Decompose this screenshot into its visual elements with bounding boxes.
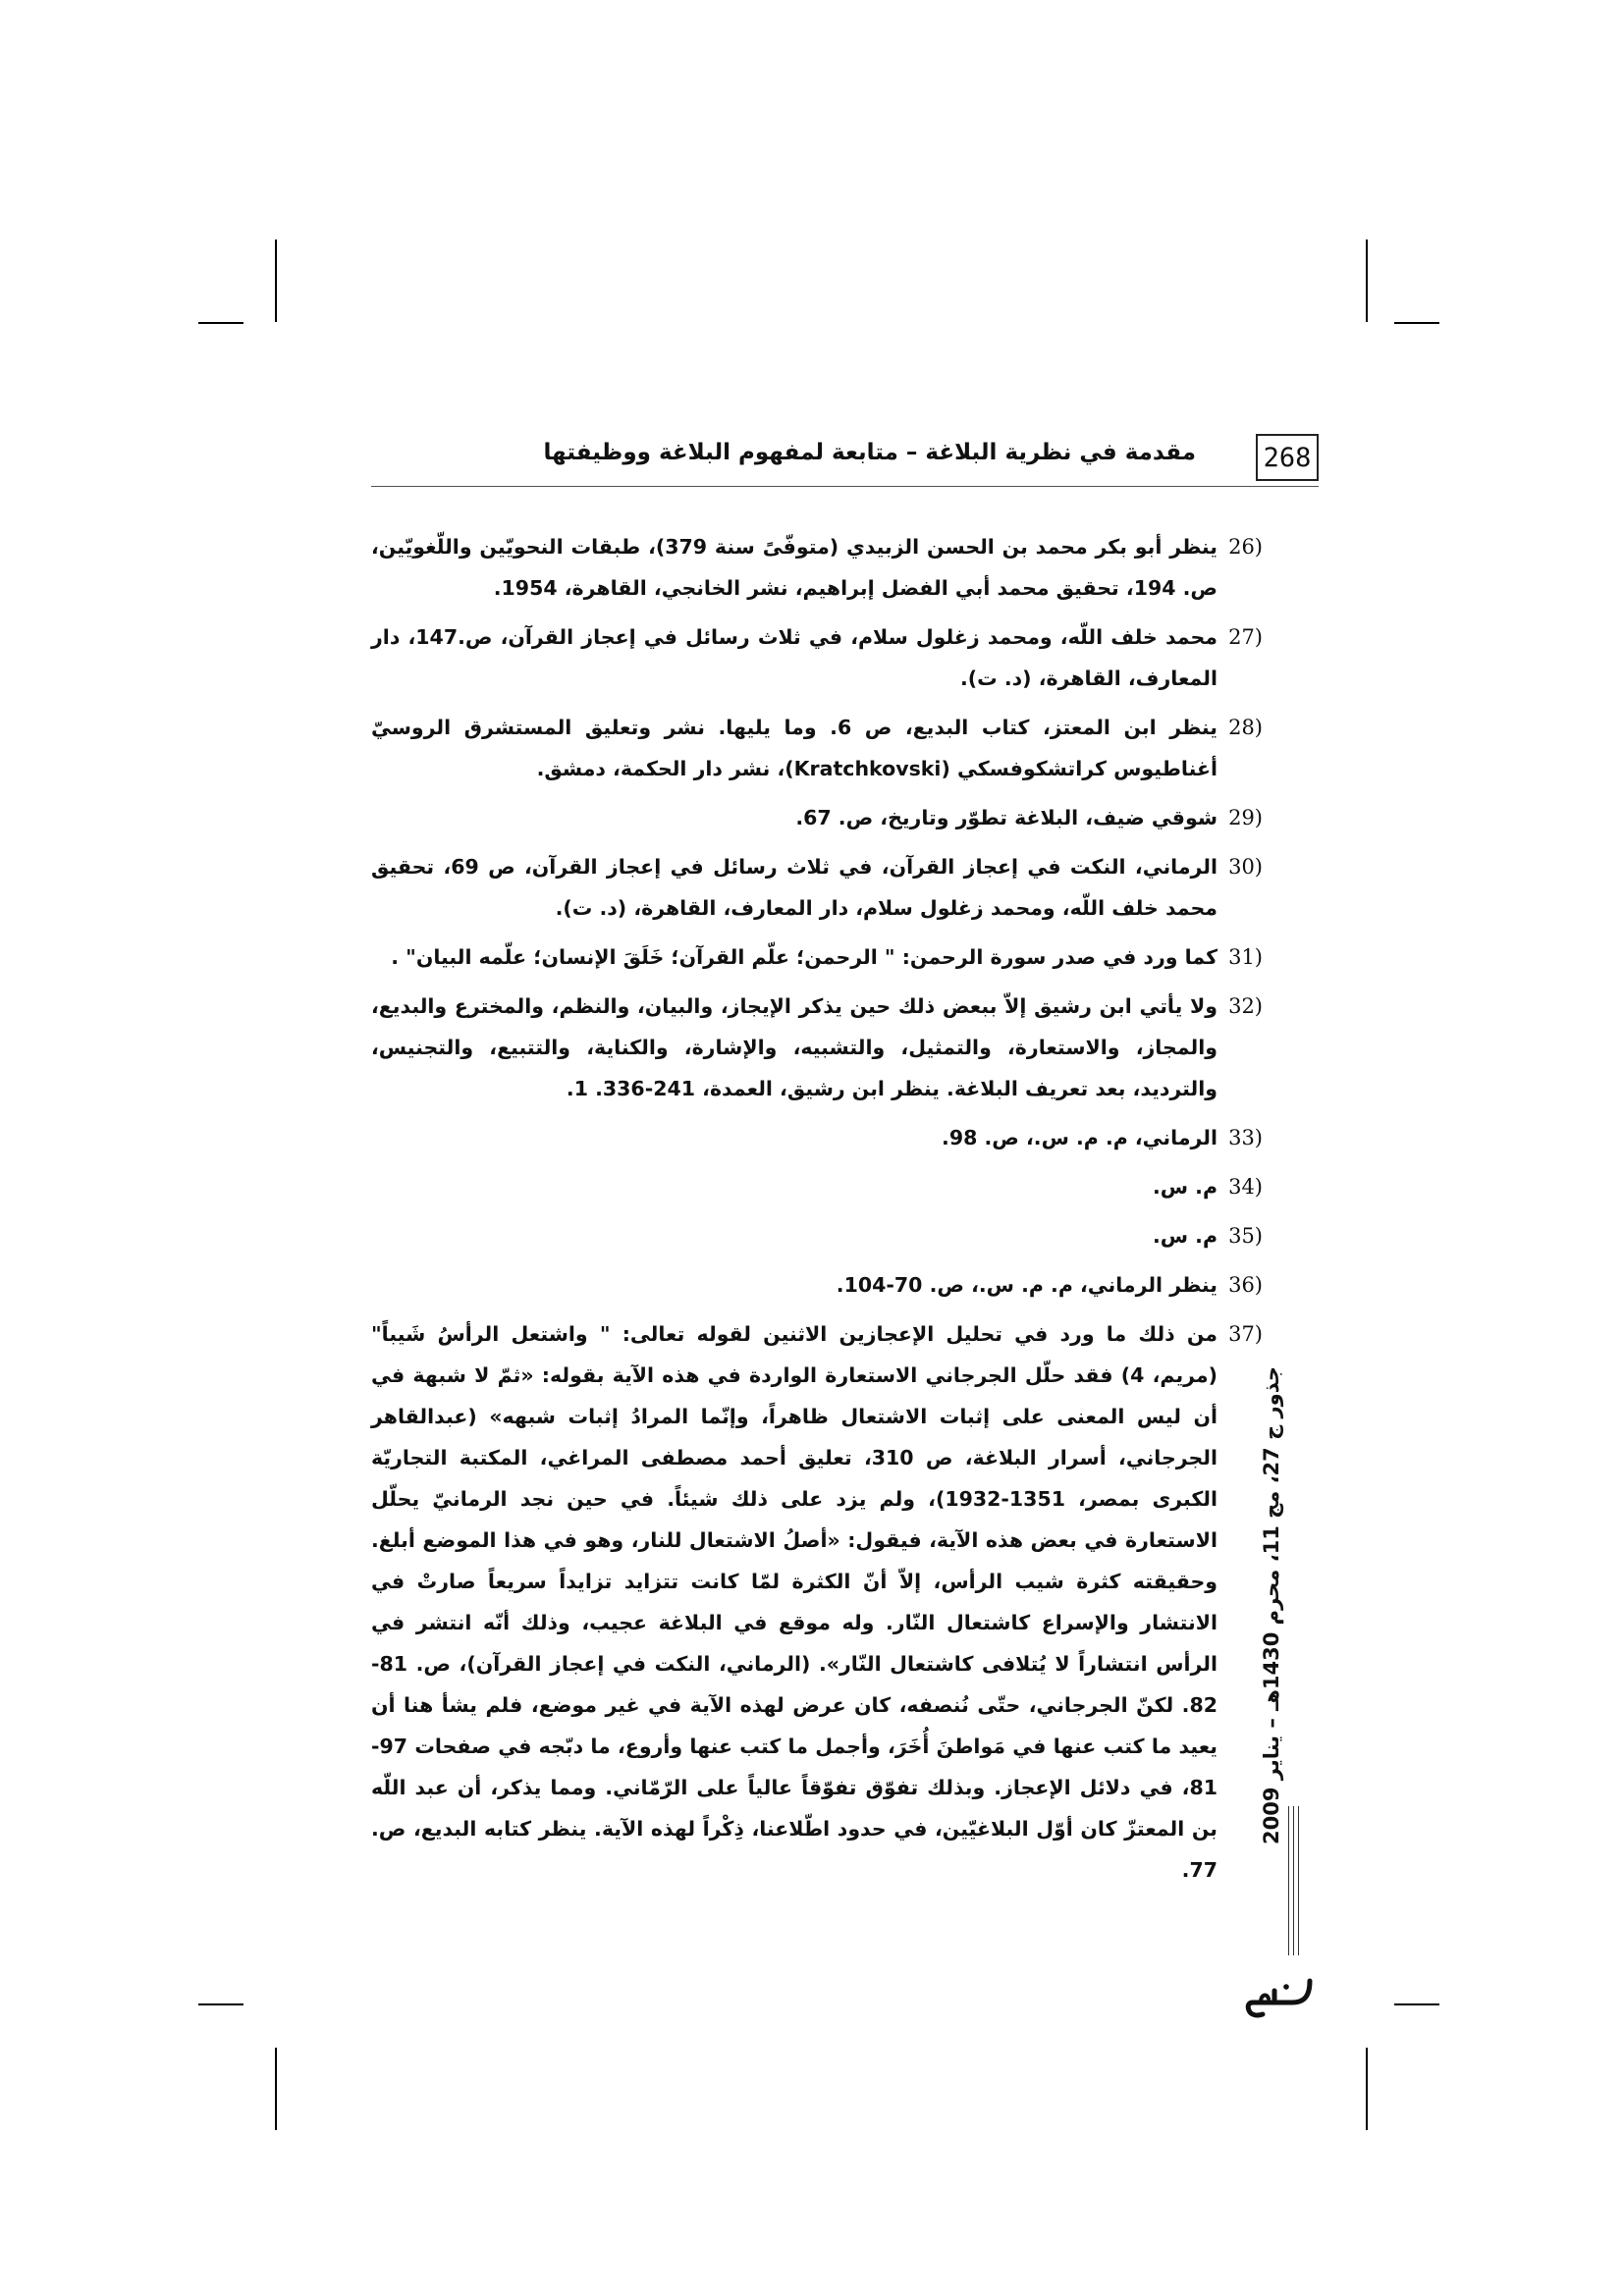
endnote-36	[371, 1264, 1263, 1306]
endnote-35	[371, 1215, 1263, 1256]
page-number: 268	[1256, 434, 1319, 481]
endnote-number: 28)	[1228, 716, 1263, 739]
endnote-number: 29)	[1228, 806, 1263, 829]
endnote-text: ولا يأتي ابن رشيق إلاّ ببعض ذلك حين يذكر الإيجاز، والبيان، والنظم، والمخترع والبديع، والمجاز، والاستعارة، والتمثيل، والتشبيه، والإشارة، والكناية، والتتبيع، والتجنيس، والترديد، بعد تعريف البلاغة. ينظر ابن رشيق، العمدة، 241-336. 1.	[371, 994, 1217, 1100]
endnote-number: 31)	[1228, 945, 1263, 969]
header-title: مقدمة في نظرية البلاغة – متابعة لمفهوم البلاغة ووظيفتها	[543, 440, 1196, 465]
endnote-28	[371, 707, 1263, 789]
journal-logo-icon	[1245, 1973, 1314, 2018]
sidebar-rule	[1298, 1806, 1299, 1955]
endnote-number: 34)	[1228, 1175, 1263, 1199]
sidebar-rule	[1288, 1806, 1289, 1955]
crop-mark-top-right-horizontal	[1394, 322, 1439, 324]
crop-mark-top-right-vertical	[1366, 240, 1368, 322]
endnote-text: شوقي ضيف، البلاغة تطوّر وتاريخ، ص. 67.	[795, 806, 1217, 829]
endnote-30	[371, 846, 1263, 929]
crop-mark-bottom-right-vertical	[1366, 2048, 1368, 2130]
endnote-text: كما ورد في صدر سورة الرحمن: " الرحمن؛ علّم القرآن؛ خَلَقَ الإنسان؛ علّمه البيان" .	[391, 945, 1217, 969]
header-rule	[371, 486, 1319, 487]
endnote-32	[371, 986, 1263, 1109]
sidebar-rule	[1293, 1806, 1294, 1955]
running-header	[371, 434, 1319, 483]
endnote-number: 33)	[1228, 1126, 1263, 1149]
endnote-number: 27)	[1228, 625, 1263, 649]
crop-mark-bottom-left-vertical	[275, 2048, 277, 2130]
endnote-26	[371, 526, 1263, 609]
crop-mark-top-left-vertical	[275, 240, 277, 322]
endnote-34	[371, 1166, 1263, 1207]
endnote-29	[371, 797, 1263, 838]
crop-mark-top-left-horizontal	[198, 322, 243, 324]
crop-mark-bottom-right-horizontal	[1394, 2003, 1439, 2005]
endnotes-list	[371, 526, 1263, 1898]
endnote-37	[371, 1313, 1263, 1891]
endnote-text: ينظر أبو بكر محمد بن الحسن الزبيدي (متوفّىً سنة 379)، طبقات النحويّين واللّغويّين، ص. 194، تحقيق محمد أبي الفضل إبراهيم، نشر الخانجي، القاهرة، 1954.	[371, 535, 1217, 600]
endnote-number: 32)	[1228, 994, 1263, 1018]
endnote-text: محمد خلف اللّه، ومحمد زغلول سلام، في ثلاث رسائل في إعجاز القرآن، ص.147، دار المعارف، القاهرة، (د. ت).	[371, 625, 1218, 690]
endnote-text: الرماني، النكت في إعجاز القرآن، في ثلاث رسائل في إعجاز القرآن، ص 69، تحقيق محمد خلف اللّه، ومحمد زغلول سلام، دار المعارف، القاهرة، (د. ت).	[371, 855, 1218, 920]
endnote-text: ينظر ابن المعتز، كتاب البديع، ص 6. وما يليها. نشر وتعليق المستشرق الروسيّ أغناطيوس كراتشكوفسكي (Kratchkovski)، نشر دار الحكمة، دمشق.	[371, 716, 1217, 780]
crop-mark-bottom-left-horizontal	[198, 2003, 243, 2005]
endnote-27	[371, 616, 1263, 699]
journal-issue-info: جذور ج 27، مج 11، محرم 1430هـ – يناير 2009	[1260, 1366, 1283, 1844]
endnote-text: ينظر الرماني، م. م. س.، ص. 70-104.	[836, 1273, 1217, 1297]
endnote-text: الرماني، م. م. س.، ص. 98.	[942, 1126, 1217, 1149]
endnote-text: م. س.	[1152, 1224, 1217, 1248]
endnote-31	[371, 936, 1263, 978]
endnote-text: م. س.	[1152, 1175, 1217, 1199]
endnote-number: 35)	[1228, 1224, 1263, 1248]
endnote-number: 26)	[1228, 535, 1263, 559]
journal-logo	[1245, 1973, 1314, 2018]
endnote-text: من ذلك ما ورد في تحليل الإعجازين الاثنين لقوله تعالى: " واشتعل الرأسُ شَيباً" (مريم، 4) فقد حلّل الجرجاني الاستعارة الواردة في هذه الآية بقوله: «ثمّ لا شبهة في أن ليس المعنى على إثبات الاشتعال ظاهراً، وإنّما المرادُ إثبات شبهه» (عبدالقاهر الجرجاني، أسرار البلاغة، ص 310، تعليق أحمد مصطفى المراغي، المكتبة التجاريّة الكبرى بمصر، 1351-1932)، ولم يزد على ذلك شيئاً. في حين نجد الرمانيّ يحلّل الاستعارة في بعض هذه الآية، فيقول: «أصلُ الاشتعال للنار، وهو في هذا الموضع أبلغ. وحقيقته كثرة شيب الرأس، إلاّ أنّ الكثرة لمّا كانت تتزايد تزايداً سريعاً صارتْ في الانتشار والإسراع كاشتعال النّار. وله موقع في البلاغة عجيب، وذلك أنّه انتشر في الرأس انتشاراً لا يُتلافى كاشتعال النّار». (الرماني، النكت في إعجاز القرآن)، ص. 81-82. لكنّ الجرجاني، حتّى نُنصفه، كان عرض لهذه الآية في غير موضع، فلم يشأ هنا أن يعيد ما كتب عنها في مَواطنَ أُخَرَ، وأجمل ما كتب عنها وأروع، ما دبّجه في صفحات 97-81، في دلائل الإعجاز. وبذلك تفوّق تفوّقاً عالياً على الرّمّاني. ومما يذكر، أن عبد اللّه بن المعتزّ كان أوّل البلاغيّين، في حدود اطّلاعنا، ذِكْراً لهذه الآية. ينظر كتابه البديع، ص. 77.	[371, 1322, 1217, 1882]
endnote-number: 30)	[1228, 855, 1263, 879]
endnote-number: 36)	[1228, 1273, 1263, 1297]
endnote-number: 37)	[1228, 1322, 1263, 1346]
endnote-33	[371, 1117, 1263, 1158]
